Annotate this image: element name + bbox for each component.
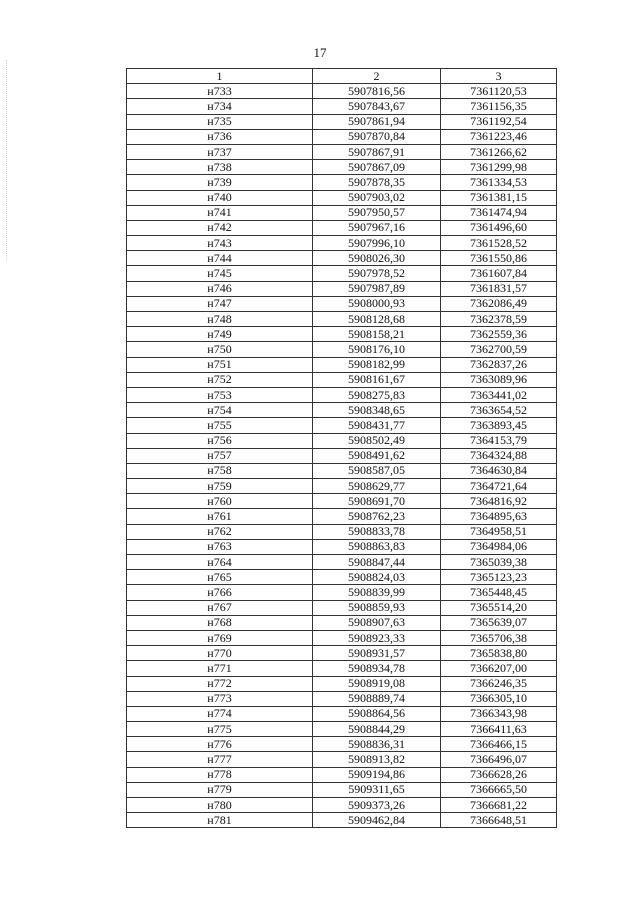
- point-id-cell: н760: [127, 494, 313, 509]
- table-row: [127, 312, 557, 327]
- y-coordinate-cell: 7364630,84: [441, 463, 557, 478]
- header-row: [127, 69, 557, 84]
- coordinates-table: [126, 68, 557, 828]
- table-row: [127, 266, 557, 281]
- point-id-cell: н738: [127, 160, 313, 175]
- x-coordinate-cell: 5908491,62: [313, 448, 441, 463]
- header-col-3: 3: [441, 69, 557, 84]
- table-row: [127, 129, 557, 144]
- x-coordinate-cell: 5907950,57: [313, 205, 441, 220]
- x-coordinate-cell: 5908431,77: [313, 418, 441, 433]
- y-coordinate-cell: 7361550,86: [441, 251, 557, 266]
- table-row: [127, 600, 557, 615]
- y-coordinate-cell: 7361299,98: [441, 160, 557, 175]
- table-row: [127, 752, 557, 767]
- y-coordinate-cell: 7364958,51: [441, 524, 557, 539]
- point-id-cell: н745: [127, 266, 313, 281]
- table-row: [127, 372, 557, 387]
- table-row: [127, 585, 557, 600]
- y-coordinate-cell: 7365039,38: [441, 555, 557, 570]
- x-coordinate-cell: 5907867,09: [313, 160, 441, 175]
- header-col-2: 2: [313, 69, 441, 84]
- table-row: [127, 661, 557, 676]
- x-coordinate-cell: 5907870,84: [313, 129, 441, 144]
- x-coordinate-cell: 5908931,57: [313, 646, 441, 661]
- y-coordinate-cell: 7361223,46: [441, 129, 557, 144]
- point-id-cell: н741: [127, 205, 313, 220]
- point-id-cell: н766: [127, 585, 313, 600]
- table-row: [127, 99, 557, 114]
- point-id-cell: н755: [127, 418, 313, 433]
- table-row: [127, 387, 557, 402]
- table-row: [127, 813, 557, 828]
- x-coordinate-cell: 5908587,05: [313, 463, 441, 478]
- table-row: [127, 296, 557, 311]
- y-coordinate-cell: 7364895,63: [441, 509, 557, 524]
- y-coordinate-cell: 7362837,26: [441, 357, 557, 372]
- y-coordinate-cell: 7361334,53: [441, 175, 557, 190]
- y-coordinate-cell: 7366665,50: [441, 782, 557, 797]
- x-coordinate-cell: 5908502,49: [313, 433, 441, 448]
- y-coordinate-cell: 7366207,00: [441, 661, 557, 676]
- table-row: [127, 676, 557, 691]
- x-coordinate-cell: 5908907,63: [313, 615, 441, 630]
- y-coordinate-cell: 7366648,51: [441, 813, 557, 828]
- point-id-cell: н765: [127, 570, 313, 585]
- point-id-cell: н781: [127, 813, 313, 828]
- point-id-cell: н774: [127, 706, 313, 721]
- x-coordinate-cell: 5908128,68: [313, 312, 441, 327]
- point-id-cell: н773: [127, 691, 313, 706]
- x-coordinate-cell: 5907978,52: [313, 266, 441, 281]
- y-coordinate-cell: 7364984,06: [441, 539, 557, 554]
- point-id-cell: н775: [127, 722, 313, 737]
- table-row: [127, 281, 557, 296]
- table-row: [127, 798, 557, 813]
- point-id-cell: н777: [127, 752, 313, 767]
- y-coordinate-cell: 7365123,23: [441, 570, 557, 585]
- x-coordinate-cell: 5909311,65: [313, 782, 441, 797]
- y-coordinate-cell: 7361831,57: [441, 281, 557, 296]
- x-coordinate-cell: 5908348,65: [313, 403, 441, 418]
- table-row: [127, 220, 557, 235]
- y-coordinate-cell: 7366305,10: [441, 691, 557, 706]
- point-id-cell: н749: [127, 327, 313, 342]
- x-coordinate-cell: 5907867,91: [313, 144, 441, 159]
- x-coordinate-cell: 5908859,93: [313, 600, 441, 615]
- table-row: [127, 767, 557, 782]
- y-coordinate-cell: 7364153,79: [441, 433, 557, 448]
- point-id-cell: н750: [127, 342, 313, 357]
- point-id-cell: н759: [127, 479, 313, 494]
- x-coordinate-cell: 5908691,70: [313, 494, 441, 509]
- x-coordinate-cell: 5909194,86: [313, 767, 441, 782]
- table-row: [127, 691, 557, 706]
- y-coordinate-cell: 7365514,20: [441, 600, 557, 615]
- point-id-cell: н735: [127, 114, 313, 129]
- x-coordinate-cell: 5908839,99: [313, 585, 441, 600]
- x-coordinate-cell: 5907878,35: [313, 175, 441, 190]
- y-coordinate-cell: 7365706,38: [441, 630, 557, 645]
- x-coordinate-cell: 5907843,67: [313, 99, 441, 114]
- point-id-cell: н751: [127, 357, 313, 372]
- table-row: [127, 463, 557, 478]
- x-coordinate-cell: 5908182,99: [313, 357, 441, 372]
- y-coordinate-cell: 7365639,07: [441, 615, 557, 630]
- y-coordinate-cell: 7361192,54: [441, 114, 557, 129]
- x-coordinate-cell: 5908833,78: [313, 524, 441, 539]
- point-id-cell: н747: [127, 296, 313, 311]
- x-coordinate-cell: 5909462,84: [313, 813, 441, 828]
- y-coordinate-cell: 7366681,22: [441, 798, 557, 813]
- point-id-cell: н772: [127, 676, 313, 691]
- page-number: 17: [313, 45, 327, 60]
- point-id-cell: н768: [127, 615, 313, 630]
- x-coordinate-cell: 5907967,16: [313, 220, 441, 235]
- table-row: [127, 160, 557, 175]
- table-row: [127, 327, 557, 342]
- point-id-cell: н757: [127, 448, 313, 463]
- y-coordinate-cell: 7366343,98: [441, 706, 557, 721]
- table-row: [127, 494, 557, 509]
- y-coordinate-cell: 7366246,35: [441, 676, 557, 691]
- x-coordinate-cell: 5907816,56: [313, 84, 441, 99]
- table-row: [127, 357, 557, 372]
- x-coordinate-cell: 5909373,26: [313, 798, 441, 813]
- x-coordinate-cell: 5908864,56: [313, 706, 441, 721]
- table-row: [127, 190, 557, 205]
- x-coordinate-cell: 5908161,67: [313, 372, 441, 387]
- table-row: [127, 403, 557, 418]
- table-row: [127, 236, 557, 251]
- table-row: [127, 205, 557, 220]
- table-row: [127, 737, 557, 752]
- table-row: [127, 539, 557, 554]
- x-coordinate-cell: 5908863,83: [313, 539, 441, 554]
- table-row: [127, 418, 557, 433]
- point-id-cell: н748: [127, 312, 313, 327]
- y-coordinate-cell: 7362700,59: [441, 342, 557, 357]
- table-row: [127, 448, 557, 463]
- y-coordinate-cell: 7361156,35: [441, 99, 557, 114]
- table-row: [127, 433, 557, 448]
- x-coordinate-cell: 5908889,74: [313, 691, 441, 706]
- y-coordinate-cell: 7364721,64: [441, 479, 557, 494]
- y-coordinate-cell: 7362086,49: [441, 296, 557, 311]
- x-coordinate-cell: 5907987,89: [313, 281, 441, 296]
- point-id-cell: н770: [127, 646, 313, 661]
- y-coordinate-cell: 7361381,15: [441, 190, 557, 205]
- table-row: [127, 175, 557, 190]
- point-id-cell: н737: [127, 144, 313, 159]
- point-id-cell: н752: [127, 372, 313, 387]
- table-row: [127, 509, 557, 524]
- y-coordinate-cell: 7366496,07: [441, 752, 557, 767]
- point-id-cell: н743: [127, 236, 313, 251]
- y-coordinate-cell: 7366411,63: [441, 722, 557, 737]
- point-id-cell: н754: [127, 403, 313, 418]
- point-id-cell: н733: [127, 84, 313, 99]
- point-id-cell: н736: [127, 129, 313, 144]
- point-id-cell: н776: [127, 737, 313, 752]
- y-coordinate-cell: 7364816,92: [441, 494, 557, 509]
- point-id-cell: н769: [127, 630, 313, 645]
- y-coordinate-cell: 7361528,52: [441, 236, 557, 251]
- y-coordinate-cell: 7363441,02: [441, 387, 557, 402]
- header-col-1: 1: [127, 69, 313, 84]
- x-coordinate-cell: 5908000,93: [313, 296, 441, 311]
- x-coordinate-cell: 5908824,03: [313, 570, 441, 585]
- table-row: [127, 144, 557, 159]
- point-id-cell: н740: [127, 190, 313, 205]
- x-coordinate-cell: 5908176,10: [313, 342, 441, 357]
- point-id-cell: н756: [127, 433, 313, 448]
- point-id-cell: н739: [127, 175, 313, 190]
- y-coordinate-cell: 7361266,62: [441, 144, 557, 159]
- point-id-cell: н771: [127, 661, 313, 676]
- table-row: [127, 555, 557, 570]
- x-coordinate-cell: 5908275,83: [313, 387, 441, 402]
- point-id-cell: н767: [127, 600, 313, 615]
- y-coordinate-cell: 7366466,15: [441, 737, 557, 752]
- point-id-cell: н742: [127, 220, 313, 235]
- y-coordinate-cell: 7362559,36: [441, 327, 557, 342]
- point-id-cell: н734: [127, 99, 313, 114]
- point-id-cell: н753: [127, 387, 313, 402]
- table-row: [127, 114, 557, 129]
- y-coordinate-cell: 7362378,59: [441, 312, 557, 327]
- x-coordinate-cell: 5907861,94: [313, 114, 441, 129]
- table-row: [127, 646, 557, 661]
- point-id-cell: н778: [127, 767, 313, 782]
- y-coordinate-cell: 7365838,80: [441, 646, 557, 661]
- y-coordinate-cell: 7366628,26: [441, 767, 557, 782]
- y-coordinate-cell: 7363089,96: [441, 372, 557, 387]
- y-coordinate-cell: 7364324,88: [441, 448, 557, 463]
- y-coordinate-cell: 7361607,84: [441, 266, 557, 281]
- y-coordinate-cell: 7361120,53: [441, 84, 557, 99]
- x-coordinate-cell: 5908026,30: [313, 251, 441, 266]
- point-id-cell: н763: [127, 539, 313, 554]
- x-coordinate-cell: 5908629,77: [313, 479, 441, 494]
- y-coordinate-cell: 7363893,45: [441, 418, 557, 433]
- table-row: [127, 84, 557, 99]
- x-coordinate-cell: 5908847,44: [313, 555, 441, 570]
- point-id-cell: н746: [127, 281, 313, 296]
- y-coordinate-cell: 7361474,94: [441, 205, 557, 220]
- x-coordinate-cell: 5908923,33: [313, 630, 441, 645]
- point-id-cell: н779: [127, 782, 313, 797]
- x-coordinate-cell: 5908913,82: [313, 752, 441, 767]
- table-row: [127, 342, 557, 357]
- table-row: [127, 524, 557, 539]
- x-coordinate-cell: 5908919,08: [313, 676, 441, 691]
- x-coordinate-cell: 5907996,10: [313, 236, 441, 251]
- table-body: [127, 84, 557, 828]
- table-row: [127, 630, 557, 645]
- point-id-cell: н744: [127, 251, 313, 266]
- point-id-cell: н758: [127, 463, 313, 478]
- margin-marks: [6, 60, 8, 260]
- point-id-cell: н780: [127, 798, 313, 813]
- x-coordinate-cell: 5908836,31: [313, 737, 441, 752]
- table-header: [127, 69, 557, 84]
- x-coordinate-cell: 5908158,21: [313, 327, 441, 342]
- table-row: [127, 479, 557, 494]
- table-row: [127, 251, 557, 266]
- x-coordinate-cell: 5908934,78: [313, 661, 441, 676]
- x-coordinate-cell: 5908762,23: [313, 509, 441, 524]
- x-coordinate-cell: 5907903,02: [313, 190, 441, 205]
- point-id-cell: н764: [127, 555, 313, 570]
- x-coordinate-cell: 5908844,29: [313, 722, 441, 737]
- table-row: [127, 615, 557, 630]
- y-coordinate-cell: 7363654,52: [441, 403, 557, 418]
- y-coordinate-cell: 7361496,60: [441, 220, 557, 235]
- point-id-cell: н762: [127, 524, 313, 539]
- point-id-cell: н761: [127, 509, 313, 524]
- table-row: [127, 782, 557, 797]
- table-row: [127, 722, 557, 737]
- table-row: [127, 570, 557, 585]
- table-row: [127, 706, 557, 721]
- y-coordinate-cell: 7365448,45: [441, 585, 557, 600]
